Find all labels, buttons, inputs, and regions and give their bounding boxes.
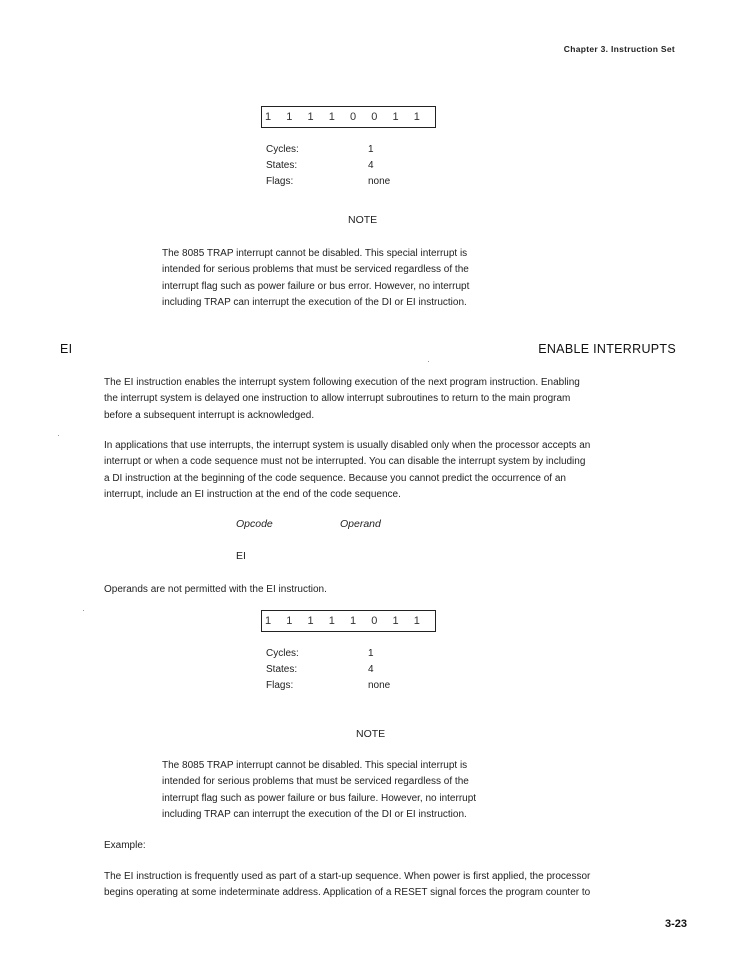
bit: 1 [307, 615, 314, 627]
example-label: Example: [104, 840, 146, 851]
bit: 0 [371, 615, 378, 627]
note-title-ei: NOTE [356, 728, 386, 740]
encoding-box-top [261, 106, 436, 128]
section-title: ENABLE INTERRUPTS [538, 342, 676, 356]
note-line: interrupt flag such as power failure or bus error. However, no interrupt [162, 280, 470, 292]
states-label: States: [266, 160, 298, 171]
text-line: before a subsequent interrupt is acknowledged. [104, 409, 315, 421]
text-line: the interrupt system is delayed one instruction to allow interrupt subroutines to return to the main program [104, 393, 571, 405]
timing-table-top [266, 142, 390, 190]
bit: 0 [371, 111, 378, 123]
print-speck [428, 361, 429, 362]
text-line: The EI instruction is frequently used as part of a start-up sequence. When power is first applied, the processor [104, 871, 591, 882]
operand-header: Operand [340, 518, 381, 530]
print-speck [58, 435, 59, 436]
flags-value: none [368, 680, 391, 691]
example-paragraph [104, 869, 590, 902]
bit: 1 [392, 111, 399, 123]
note-body-ei [162, 758, 476, 823]
states-value: 4 [368, 664, 374, 675]
timing-table-ei [266, 646, 390, 694]
bit: 1 [307, 111, 314, 123]
opcode-value: EI [236, 550, 246, 562]
bit: 1 [265, 615, 272, 627]
bit: 1 [328, 111, 335, 123]
chapter-header: Chapter 3. Instruction Set [563, 44, 675, 54]
paragraph-1 [104, 375, 580, 424]
cycles-label: Cycles: [266, 648, 299, 659]
bit: 1 [328, 615, 335, 627]
note-line: The 8085 TRAP interrupt cannot be disabled. This special interrupt is [162, 760, 468, 771]
text-line: interrupt or when a code sequence must not be interrupted. You can disable the interrupt system by including [104, 456, 586, 468]
cycles-value: 1 [368, 144, 374, 155]
opcode-header: Opcode [236, 518, 273, 530]
bit: 1 [413, 111, 420, 123]
states-label: States: [266, 664, 298, 675]
note-body-top [162, 246, 469, 311]
note-title-top: NOTE [348, 214, 378, 226]
flags-label: Flags: [266, 680, 294, 691]
text-line: begins operating at some indeterminate address. Application of a RESET signal forces the program counter to [104, 887, 591, 899]
note-line: interrupt flag such as power failure or bus failure. However, no interrupt [162, 792, 477, 804]
states-value: 4 [368, 160, 374, 171]
operands-note: Operands are not permitted with the EI instruction. [104, 584, 327, 595]
text-line: In applications that use interrupts, the interrupt system is usually disabled only when the processor accepts an [104, 440, 591, 451]
text-line: a DI instruction at the beginning of the code sequence. Because you cannot predict the occurrence of an [104, 472, 566, 484]
bit: 1 [265, 111, 272, 123]
bit: 0 [350, 111, 357, 123]
bit: 1 [392, 615, 399, 627]
note-line: intended for serious problems that must be serviced regardless of the [162, 776, 469, 788]
bit: 1 [286, 615, 293, 627]
flags-value: none [368, 176, 391, 187]
note-line: including TRAP can interrupt the execution of the DI or EI instruction. [162, 296, 467, 308]
note-line: including TRAP can interrupt the execution of the DI or EI instruction. [162, 808, 467, 820]
text-line: The EI instruction enables the interrupt system following execution of the next program instruction. Enabling [104, 377, 580, 388]
cycles-value: 1 [368, 648, 374, 659]
flags-label: Flags: [266, 176, 294, 187]
page-number: 3-23 [664, 918, 687, 930]
print-speck [83, 610, 84, 611]
bit: 1 [286, 111, 293, 123]
bit: 1 [413, 615, 420, 627]
note-line: intended for serious problems that must be serviced regardless of the [162, 264, 469, 276]
encoding-box-ei [261, 610, 436, 632]
section-mnemonic: EI [60, 342, 73, 356]
note-line: The 8085 TRAP interrupt cannot be disabled. This special interrupt is [162, 248, 468, 259]
paragraph-2 [104, 438, 590, 503]
bit: 1 [350, 615, 357, 627]
cycles-label: Cycles: [266, 144, 299, 155]
text-line: interrupt, include an EI instruction at the end of the code sequence. [104, 488, 401, 500]
